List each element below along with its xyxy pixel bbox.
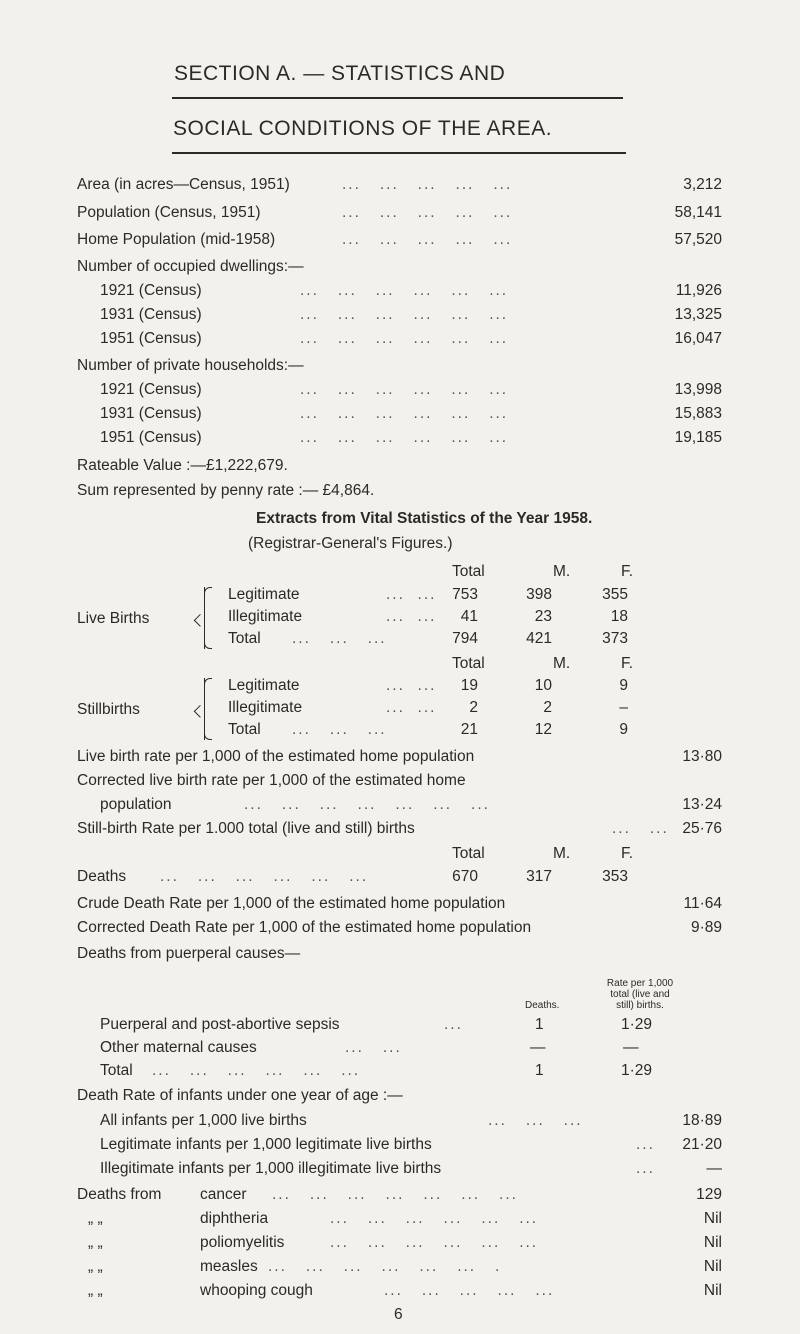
cause-prefix: „ „ [88, 1258, 103, 1275]
heading-rule-1 [172, 97, 623, 99]
leader-dots: ... ... ... ... ... ... [152, 1062, 361, 1079]
stillbirths-row-label: Illegitimate [228, 699, 303, 716]
stillbirths-f: 9 [619, 677, 628, 694]
area-label: Area (in acres—Census, 1951) [77, 176, 290, 193]
households-row-value: 15,883 [674, 405, 722, 422]
leader-dots: ... ... ... ... ... ... [300, 405, 509, 422]
leader-dots: ... ... ... ... ... ... [300, 306, 509, 323]
cause-label: measles [200, 1258, 258, 1275]
leader-dots: ... ... ... ... ... ... ... [272, 1186, 518, 1203]
live-births-total: 794 [452, 630, 478, 647]
deaths-f: 353 [602, 868, 628, 885]
col-m-header: M. [553, 845, 571, 862]
crude-death-rate-label: Crude Death Rate per 1,000 of the estimated home population [77, 895, 506, 912]
dwellings-row-value: 16,047 [674, 330, 722, 347]
infant-row-value: 21·20 [682, 1136, 722, 1153]
dwellings-row-label: 1931 (Census) [100, 306, 202, 323]
cause-label: poliomyelitis [200, 1234, 285, 1251]
cause-prefix: Deaths from [77, 1186, 162, 1203]
leader-dots: ... ... ... [488, 1112, 583, 1129]
cause-value: Nil [703, 1258, 722, 1275]
households-row-value: 19,185 [674, 429, 722, 446]
infant-row-label: Legitimate infants per 1,000 legitimate live births [100, 1136, 432, 1153]
cause-prefix: „ „ [88, 1282, 103, 1299]
rate-col-header-line: total (live and [610, 989, 670, 1000]
puerperal-rate: 1·29 [621, 1062, 653, 1079]
live-births-label: Live Births [77, 610, 150, 627]
live-birth-rate-value: 13·80 [682, 748, 722, 765]
corrected-birth-rate-label: Corrected live birth rate per 1,000 of the estimated home [77, 772, 466, 789]
col-total-header: Total [452, 563, 485, 580]
leader-dots: ... ... ... ... ... ... [330, 1210, 539, 1227]
section-subheading: SOCIAL CONDITIONS OF THE AREA. [173, 117, 553, 140]
live-births-brace [204, 587, 215, 649]
stillbirths-f: – [619, 699, 628, 716]
leader-dots: ... ... ... [292, 630, 387, 647]
stillbirths-brace [204, 678, 215, 740]
stillbirths-m: 10 [534, 677, 552, 694]
col-total-header: Total [452, 655, 485, 672]
puerperal-row-label: Total [100, 1062, 133, 1079]
households-title: Number of private households:— [77, 357, 304, 374]
dwellings-row-label: 1951 (Census) [100, 330, 202, 347]
puerperal-rate: — [623, 1039, 639, 1056]
leader-dots: ... ... ... ... ... [384, 1282, 555, 1299]
population-value: 58,141 [674, 204, 722, 221]
dwellings-row-label: 1921 (Census) [100, 282, 202, 299]
col-f-header: F. [621, 845, 634, 862]
households-row-label: 1921 (Census) [100, 381, 202, 398]
stillbirths-label: Stillbirths [77, 701, 140, 718]
area-value: 3,212 [683, 176, 722, 193]
deaths-m: 317 [526, 868, 552, 885]
page-number: 6 [394, 1306, 403, 1323]
col-m-header: M. [553, 563, 571, 580]
penny-rate: Sum represented by penny rate :— £4,864. [77, 482, 375, 499]
dwellings-row-value: 11,926 [675, 282, 722, 299]
stillbirths-total: 19 [460, 677, 478, 694]
stillbirth-rate-label: Still-birth Rate per 1.000 total (live and still) births [77, 820, 415, 837]
leader-dots: ... [636, 1160, 655, 1177]
col-f-header: F. [621, 563, 634, 580]
leader-dots: ... ... [386, 699, 437, 716]
cause-value: Nil [703, 1234, 722, 1251]
leader-dots: ... ... [612, 820, 669, 837]
corrected-death-rate-label: Corrected Death Rate per 1,000 of the estimated home population [77, 919, 532, 936]
rate-col-header [580, 978, 700, 1011]
households-row-label: 1951 (Census) [100, 429, 202, 446]
leader-dots: ... ... ... ... ... ... . [268, 1258, 502, 1275]
cause-label: diphtheria [200, 1210, 269, 1227]
corrected-death-rate-value: 9·89 [690, 919, 722, 936]
leader-dots: ... ... ... ... ... ... [300, 330, 509, 347]
puerperal-row-label: Puerperal and post-abortive sepsis [100, 1016, 340, 1033]
dwellings-row-value: 13,325 [674, 306, 722, 323]
leader-dots: ... ... ... ... ... ... [300, 381, 509, 398]
puerperal-rate: 1·29 [621, 1016, 653, 1033]
vital-title: Extracts from Vital Statistics of the Year 1958. [256, 510, 593, 527]
live-births-row-label: Illegitimate [228, 608, 303, 625]
live-births-f: 18 [610, 608, 628, 625]
rate-col-header-line: still) births. [616, 1000, 664, 1011]
population-label: Population (Census, 1951) [77, 204, 261, 221]
stillbirths-total: 2 [469, 699, 478, 716]
vital-subtitle: (Registrar-General's Figures.) [248, 535, 453, 552]
leader-dots: ... ... ... ... ... [342, 176, 513, 193]
households-row-label: 1931 (Census) [100, 405, 202, 422]
cause-label: whooping cough [200, 1282, 313, 1299]
rate-col-header-line: Rate per 1,000 [606, 978, 674, 989]
deaths-total: 670 [452, 868, 478, 885]
stillbirth-rate-value: 25·76 [682, 820, 722, 837]
infant-row-value: — [706, 1160, 722, 1177]
live-births-f: 373 [602, 630, 628, 647]
live-births-row-label: Total [228, 630, 261, 647]
live-birth-rate-label: Live birth rate per 1,000 of the estimated home population [77, 748, 475, 765]
puerperal-deaths: 1 [535, 1016, 544, 1033]
leader-dots: ... ... [345, 1039, 402, 1056]
live-births-m: 23 [534, 608, 552, 625]
leader-dots: ... ... ... ... ... ... [300, 429, 509, 446]
cause-label: cancer [200, 1186, 247, 1203]
puerperal-deaths: — [530, 1039, 546, 1056]
col-m-header: M. [553, 655, 571, 672]
stillbirths-total: 21 [460, 721, 478, 738]
rateable-value: Rateable Value :—£1,222,679. [77, 457, 288, 474]
leader-dots: ... ... ... [292, 721, 387, 738]
infant-title: Death Rate of infants under one year of age :— [77, 1087, 403, 1104]
live-births-total: 753 [452, 586, 478, 603]
leader-dots: ... ... [386, 586, 437, 603]
corrected-birth-rate-label-cont: population [100, 796, 172, 813]
col-total-header: Total [452, 845, 485, 862]
infant-row-label: All infants per 1,000 live births [100, 1112, 307, 1129]
infant-row-label: Illegitimate infants per 1,000 illegitimate live births [100, 1160, 442, 1177]
puerperal-deaths: 1 [535, 1062, 544, 1079]
leader-dots: ... ... ... ... ... ... ... [244, 796, 490, 813]
live-births-m: 421 [526, 630, 552, 647]
col-f-header: F. [621, 655, 634, 672]
live-births-f: 355 [602, 586, 628, 603]
cause-value: Nil [703, 1282, 722, 1299]
live-births-total: 41 [460, 608, 478, 625]
puerperal-row-label: Other maternal causes [100, 1039, 257, 1056]
leader-dots: ... ... ... ... ... [342, 231, 513, 248]
home-population-value: 57,520 [674, 231, 722, 248]
puerperal-title: Deaths from puerperal causes— [77, 945, 301, 962]
leader-dots: ... ... ... ... ... ... [160, 868, 369, 885]
leader-dots: ... ... ... ... ... ... [330, 1234, 539, 1251]
leader-dots: ... ... ... ... ... ... [300, 282, 509, 299]
cause-value: Nil [703, 1210, 722, 1227]
stillbirths-row-label: Legitimate [228, 677, 300, 694]
stillbirths-m: 12 [534, 721, 552, 738]
leader-dots: ... [444, 1016, 463, 1033]
infant-row-value: 18·89 [682, 1112, 722, 1129]
deaths-label: Deaths [77, 868, 127, 885]
cause-prefix: „ „ [88, 1234, 103, 1251]
households-row-value: 13,998 [674, 381, 722, 398]
live-births-m: 398 [526, 586, 552, 603]
cause-prefix: „ „ [88, 1210, 103, 1227]
leader-dots: ... ... ... ... ... [342, 204, 513, 221]
crude-death-rate-value: 11·64 [683, 895, 722, 912]
live-births-row-label: Legitimate [228, 586, 300, 603]
deaths-col-header: Deaths. [525, 1000, 560, 1011]
leader-dots: ... ... [386, 677, 437, 694]
cause-value: 129 [696, 1186, 722, 1203]
stillbirths-m: 2 [543, 699, 552, 716]
heading-rule-2 [172, 152, 626, 154]
stillbirths-f: 9 [619, 721, 628, 738]
dwellings-title: Number of occupied dwellings:— [77, 258, 304, 275]
home-population-label: Home Population (mid-1958) [77, 231, 276, 248]
section-heading: SECTION A. — STATISTICS AND [174, 62, 506, 85]
leader-dots: ... [636, 1136, 655, 1153]
stillbirths-row-label: Total [228, 721, 261, 738]
corrected-birth-rate-value: 13·24 [682, 796, 722, 813]
leader-dots: ... ... [386, 608, 437, 625]
